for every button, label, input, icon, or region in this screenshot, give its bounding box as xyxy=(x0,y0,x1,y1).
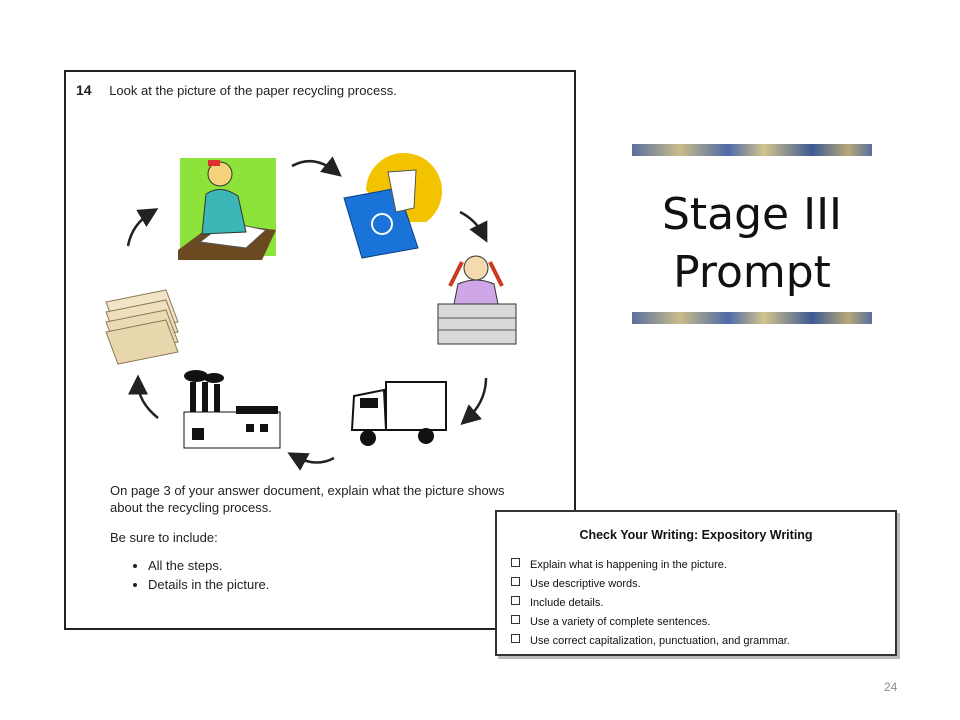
checkbox-icon xyxy=(511,634,520,643)
page-title xyxy=(632,186,872,302)
list-item: • Details in the picture. xyxy=(148,575,269,594)
instruction-text: On page 3 of your answer document, explain what the picture shows about the recycling process. xyxy=(110,483,505,515)
page-number: 24 xyxy=(884,680,898,694)
title-line-1: Stage III xyxy=(661,189,843,240)
requirement-list xyxy=(110,556,269,594)
truck-icon xyxy=(352,382,446,446)
question-prompt: Look at the picture of the paper recycling process. xyxy=(109,83,397,98)
checklist-item-label: Explain what is happening in the picture. xyxy=(530,559,727,571)
checklist-item-label: Use a variety of complete sentences. xyxy=(530,616,711,628)
checklist-item-label: Include details. xyxy=(530,597,604,609)
checklist-item-label: Use descriptive words. xyxy=(530,578,641,590)
question-number: 14 xyxy=(76,82,92,98)
list-item xyxy=(511,594,895,613)
list-item: • All the steps. xyxy=(148,556,269,575)
checklist-title: Check Your Writing: Expository Writing xyxy=(579,528,813,542)
recycling-cycle-diagram xyxy=(66,72,574,472)
checkbox-icon xyxy=(511,577,520,586)
list-item xyxy=(511,613,895,632)
checklist-item-label: Use correct capitalization, punctuation, and grammar. xyxy=(530,635,790,647)
include-label: Be sure to include: xyxy=(110,530,218,545)
newspaper-bundle-icon xyxy=(438,256,516,344)
title-line-2: Prompt xyxy=(673,247,831,298)
factory-icon xyxy=(184,370,280,448)
checkbox-icon xyxy=(511,558,520,567)
decorative-strip-bottom xyxy=(632,312,872,324)
title-block xyxy=(632,144,872,324)
checkbox-icon xyxy=(511,596,520,605)
checkbox-icon xyxy=(511,615,520,624)
list-item xyxy=(511,632,895,651)
writing-paper-icon xyxy=(178,158,276,260)
list-item xyxy=(511,575,895,594)
writing-checklist xyxy=(495,510,897,656)
paper-stack-icon xyxy=(106,290,178,364)
decorative-strip-top xyxy=(632,144,872,156)
recycling-bin-icon xyxy=(344,153,442,258)
checklist-items xyxy=(497,556,895,651)
list-item xyxy=(511,556,895,575)
